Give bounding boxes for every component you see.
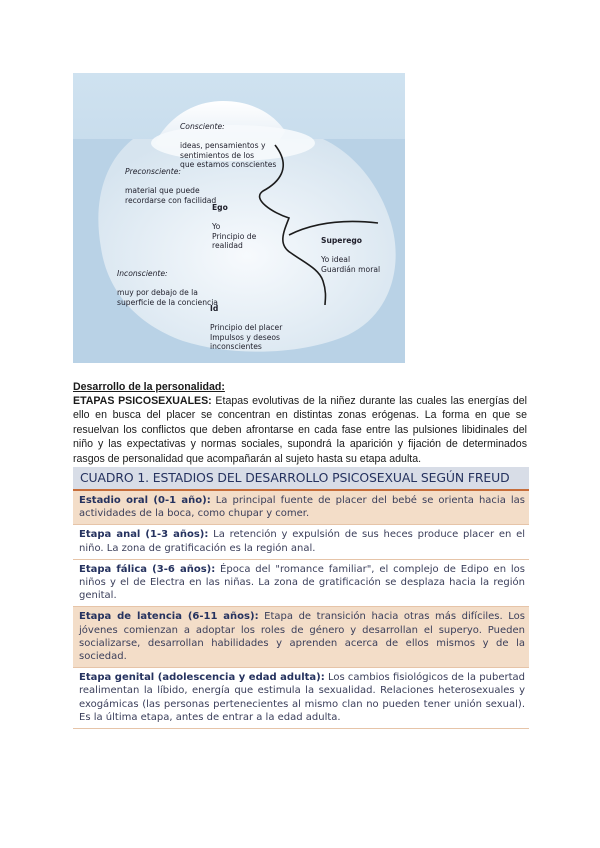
superego-title: Superego [321,236,363,246]
preconsciente-label [125,158,216,205]
id-text: Principio del placer Impulsos y deseos inconscientes [210,323,283,352]
id-title: Id [210,304,219,314]
preconsciente-text: material que puede recordarse con facilidad [125,186,217,205]
preconsciente-title: Preconsciente: [125,167,181,177]
id-label [210,295,282,351]
stage-description: Época del "romance familiar", el complejo de Edipo en los niños y el de Electra en las niñas. La zona de gratificación se desplaza hacia la región genital. [79,563,525,602]
stage-row-oral [73,491,529,525]
superego-text: Yo ideal Guardián moral [321,255,381,274]
consciente-title: Consciente: [180,122,225,132]
ego-label [212,194,256,250]
ego-title: Ego [212,203,228,213]
stage-name: Estadio oral (0-1 año): [79,495,211,506]
inconsciente-label [117,260,218,307]
superego-label [321,227,380,274]
stage-description: La retención y expulsión de sus heces produce placer en el niño. La zona de gratificación es la región anal. [79,529,525,554]
stage-name: Etapa anal (1-3 años): [79,529,209,541]
stage-row-latencia [73,607,529,668]
stage-description: Etapa de transición hacia otras más difíciles. Los jóvenes comienzan a adoptar los roles de género y desarrollan el superyo. Pueden socializarse, desarrollan habilidades y aprenden acerca de ellos mismos y de la sociedad. [79,611,525,663]
stage-name: Etapa fálica (3-6 años): [79,563,216,575]
iceberg-figure [73,73,405,363]
paragraph-lead: ETAPAS PSICOSEXUALES: [73,395,212,407]
stage-row-falica [73,560,529,608]
stage-description: La principal fuente de placer del bebé se orienta hacia las actividades de la boca, como chupar y comer. [79,495,525,520]
stage-row-genital [73,668,529,729]
section-heading: Desarrollo de la personalidad: [73,381,225,393]
psychosexual-stages-table [73,467,529,758]
inconsciente-text: muy por debajo de la superficie de la conciencia [117,288,218,307]
paragraph-body: Etapas evolutivas de la niñez durante las cuales las energías del ello en busca del placer se concentran en distintas zonas erógenas. La forma en que se resuelvan los conflictos que deben afrontarse en cada fase entre las pulsiones libidinales del niño y las expectativas y normas sociales, supondrá la aparición y fijación de determinados rasgos de personalidad que acompañarán al sujeto hasta su etapa adulta. [73,395,528,465]
ego-text: Yo Principio de realidad [212,222,257,251]
consciente-text: ideas, pensamientos y sentimientos de los que estamos conscientes [180,141,277,170]
stage-description: Los cambios fisiológicos de la pubertad realimentan la líbido, energía que estimula la sexualidad. Relaciones heterosexuales y exogámicas (las personas pertenecientes al mismo clan no pueden tener unión sexual). Es la última etapa, antes de entrar a la edad adulta. [79,672,525,723]
section-paragraph [73,394,527,466]
stage-name: Etapa genital (adolescencia y edad adulta): [79,672,325,684]
stage-name: Etapa de latencia (6-11 años): [79,611,259,623]
table-title: CUADRO 1. ESTADIOS DEL DESARROLLO PSICOSEXUAL SEGÚN FREUD [73,467,529,491]
stage-row-anal [73,525,529,559]
inconsciente-title: Inconsciente: [117,269,168,279]
